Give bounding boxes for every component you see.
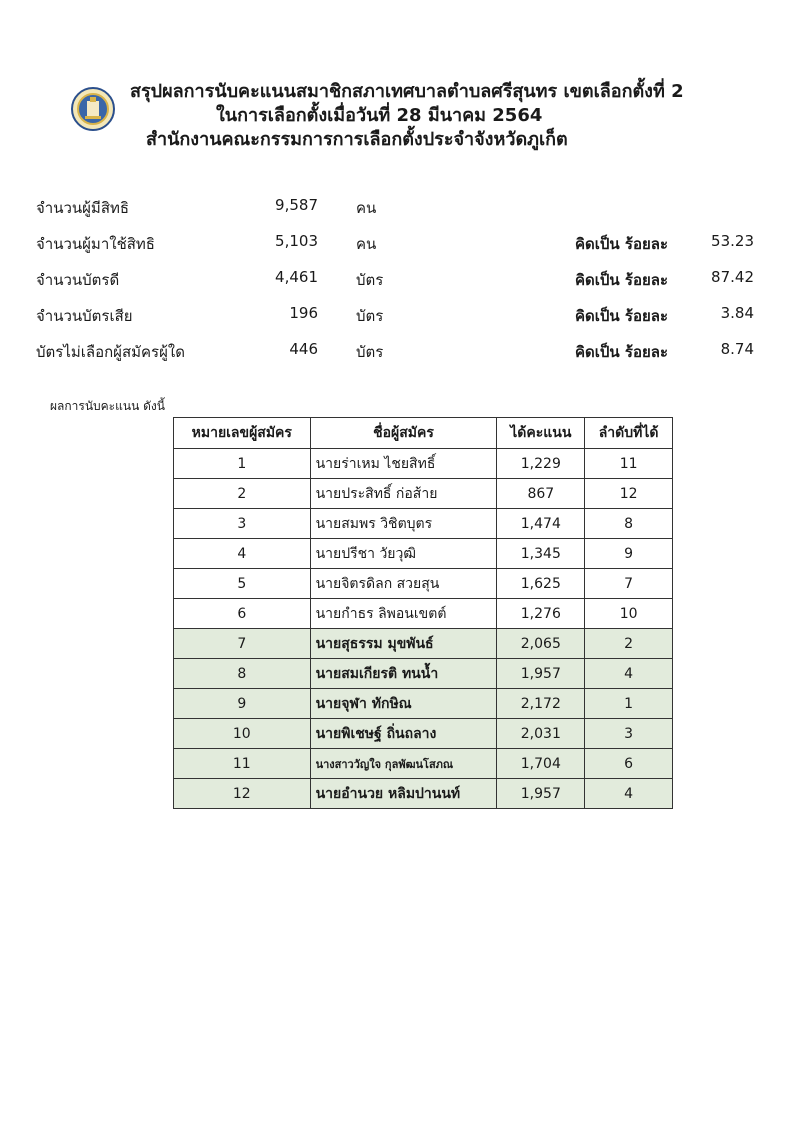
stat-label: จำนวนบัตรดี	[36, 271, 120, 289]
results-caption: ผลการนับคะแนน ดังนี้	[50, 399, 165, 413]
table-row	[174, 539, 673, 569]
stat-row-invalid-ballots	[0, 296, 800, 332]
candidate-name-cell: นายสมเกียรติ ทนน้ำ	[310, 659, 497, 689]
stat-percent-value: 87.42	[711, 268, 754, 286]
candidate-name-cell: นายจิตรดิลก สวยสุน	[310, 569, 497, 599]
stat-percent-value: 8.74	[720, 340, 754, 358]
stat-percent-label: คิดเป็น ร้อยละ	[575, 235, 669, 253]
candidate-name-cell: นายประสิทธิ์ ก่อส้าย	[310, 479, 497, 509]
votes-cell: 1,625	[497, 569, 585, 599]
rank-cell: 12	[585, 479, 673, 509]
candidate-name-cell: นายสมพร วิชิตบุตร	[310, 509, 497, 539]
stat-label: จำนวนผู้มาใช้สิทธิ	[36, 235, 155, 253]
stat-percent-value: 3.84	[720, 304, 754, 322]
stat-unit: คน	[356, 235, 377, 253]
table-row	[174, 479, 673, 509]
table-header-row	[174, 418, 673, 449]
table-row	[174, 569, 673, 599]
rank-cell: 1	[585, 689, 673, 719]
stat-row-eligible	[0, 188, 800, 224]
rank-cell: 4	[585, 779, 673, 809]
results-table	[173, 417, 673, 809]
candidate-number-cell: 7	[174, 629, 311, 659]
rank-cell: 7	[585, 569, 673, 599]
table-row	[174, 449, 673, 479]
stat-row-no-vote-ballots	[0, 332, 800, 368]
votes-cell: 1,276	[497, 599, 585, 629]
rank-cell: 11	[585, 449, 673, 479]
column-header-votes: ได้คะแนน	[497, 418, 585, 449]
candidate-name-cell: นายร่าเหม ไชยสิทธิ์	[310, 449, 497, 479]
candidate-name-cell: นายกำธร ลิพอนเขตต์	[310, 599, 497, 629]
rank-cell: 9	[585, 539, 673, 569]
votes-cell: 2,172	[497, 689, 585, 719]
table-row	[174, 719, 673, 749]
candidate-number-cell: 5	[174, 569, 311, 599]
candidate-number-cell: 4	[174, 539, 311, 569]
stat-percent-value: 53.23	[711, 232, 754, 250]
table-row	[174, 599, 673, 629]
candidate-number-cell: 1	[174, 449, 311, 479]
table-row	[174, 659, 673, 689]
candidate-number-cell: 2	[174, 479, 311, 509]
votes-cell: 1,957	[497, 779, 585, 809]
stat-label: จำนวนผู้มีสิทธิ	[36, 199, 130, 217]
candidate-number-cell: 3	[174, 509, 311, 539]
candidate-name-cell: นางสาววัญใจ กุลพัฒนโสภณ	[310, 749, 497, 779]
stat-unit: บัตร	[356, 271, 384, 289]
rank-cell: 10	[585, 599, 673, 629]
candidate-number-cell: 9	[174, 689, 311, 719]
candidate-number-cell: 11	[174, 749, 311, 779]
table-row	[174, 749, 673, 779]
table-row	[174, 629, 673, 659]
votes-cell: 1,345	[497, 539, 585, 569]
votes-cell: 1,704	[497, 749, 585, 779]
stat-label: จำนวนบัตรเสีย	[36, 307, 133, 325]
votes-cell: 1,474	[497, 509, 585, 539]
stat-unit: บัตร	[356, 343, 384, 361]
table-row	[174, 509, 673, 539]
ect-emblem-icon	[70, 86, 116, 132]
candidate-number-cell: 6	[174, 599, 311, 629]
rank-cell: 4	[585, 659, 673, 689]
stat-value: 5,103	[275, 232, 318, 250]
candidate-number-cell: 8	[174, 659, 311, 689]
election-date-title: ในการเลือกตั้งเมื่อวันที่ 28 มีนาคม 2564	[216, 105, 543, 126]
stat-percent-label: คิดเป็น ร้อยละ	[575, 307, 669, 325]
votes-cell: 2,065	[497, 629, 585, 659]
stat-value: 9,587	[275, 196, 318, 214]
candidate-name-cell: นายสุธรรม มุขพันธ์	[310, 629, 497, 659]
votes-cell: 1,229	[497, 449, 585, 479]
issuing-office-title: สำนักงานคณะกรรมการการเลือกตั้งประจำจังหวัดภูเก็ต	[146, 129, 568, 150]
candidate-number-cell: 10	[174, 719, 311, 749]
table-row	[174, 779, 673, 809]
stat-value: 446	[289, 340, 318, 358]
column-header-rank: ลำดับที่ได้	[585, 418, 673, 449]
stat-label: บัตรไม่เลือกผู้สมัครผู้ใด	[36, 343, 185, 361]
stat-percent-label: คิดเป็น ร้อยละ	[575, 343, 669, 361]
stat-value: 4,461	[275, 268, 318, 286]
candidate-name-cell: นายอำนวย หลิมปานนท์	[310, 779, 497, 809]
candidate-name-cell: นายจุฬา ทักษิณ	[310, 689, 497, 719]
table-row	[174, 689, 673, 719]
rank-cell: 3	[585, 719, 673, 749]
page-title: สรุปผลการนับคะแนนสมาชิกสภาเทศบาลตำบลศรีสุนทร เขตเลือกตั้งที่ 2	[130, 81, 684, 102]
stat-value: 196	[289, 304, 318, 322]
stat-unit: คน	[356, 199, 377, 217]
rank-cell: 6	[585, 749, 673, 779]
rank-cell: 2	[585, 629, 673, 659]
stat-row-voters	[0, 224, 800, 260]
stat-unit: บัตร	[356, 307, 384, 325]
rank-cell: 8	[585, 509, 673, 539]
results-table-body	[174, 449, 673, 809]
column-header-candidate-number: หมายเลขผู้สมัคร	[174, 418, 311, 449]
votes-cell: 2,031	[497, 719, 585, 749]
votes-cell: 867	[497, 479, 585, 509]
candidate-number-cell: 12	[174, 779, 311, 809]
votes-cell: 1,957	[497, 659, 585, 689]
stat-percent-label: คิดเป็น ร้อยละ	[575, 271, 669, 289]
candidate-name-cell: นายปรีชา วัยวุฒิ	[310, 539, 497, 569]
candidate-name-cell: นายพิเชษฐ์ ถิ่นถลาง	[310, 719, 497, 749]
stat-row-valid-ballots	[0, 260, 800, 296]
column-header-candidate-name: ชื่อผู้สมัคร	[310, 418, 497, 449]
